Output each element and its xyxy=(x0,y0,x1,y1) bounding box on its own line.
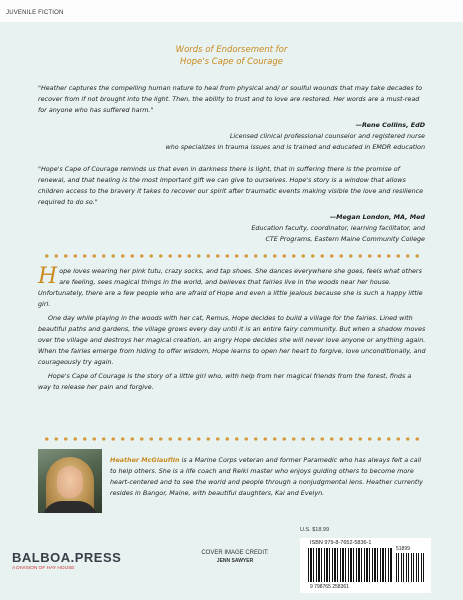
author-photo xyxy=(38,449,102,513)
price-supplement-code: 51899 xyxy=(396,546,410,552)
author-name: Heather McGlauflin xyxy=(110,456,180,464)
dotted-divider xyxy=(42,254,422,258)
endorser-credential: Education faculty, coordinator, learning facilitator, and xyxy=(251,224,425,232)
author-bio-text: is a Marine Corps veteran and former Paramedic who has always felt a call to help others. She is a life coach and Reiki master who enjoys guiding others to become more heart-centered and to see the world and people through a nonjudgmental lens. Heather currently resides in Bangor, Maine, with beautiful daughters, Kai and Evelyn. xyxy=(110,456,423,497)
supplement-barcode xyxy=(396,553,424,582)
barcode-digits: 9 798765 258361 xyxy=(310,584,349,590)
top-bar xyxy=(0,0,463,22)
cover-credit xyxy=(190,550,280,564)
endorsement-quote-1: "Heather captures the compelling human nature to heal from physical and/ or soulful wounds that may take decades to recover from if not brought into the light. Then, the ability to trust and to love are restored. Her words are a must-read for anyone who has suffered harm." xyxy=(38,84,423,114)
barcode xyxy=(308,548,392,582)
endorsements-title: Words of Endorsement for xyxy=(175,45,288,55)
author-face xyxy=(57,466,83,498)
synopsis xyxy=(38,266,426,396)
book-title: Hope's Cape of Courage xyxy=(180,57,283,67)
credit-name: JENN SAWYER xyxy=(216,558,254,564)
publisher-logo: BALBOA.PRESS xyxy=(12,550,122,565)
genre-label: JUVENILE FICTION xyxy=(6,10,64,16)
isbn-label: ISBN 979-8-7652-5836-1 xyxy=(310,540,372,546)
synopsis-paragraph: One day while playing in the woods with her cat, Remus, Hope decides to build a village for the fairies. Lined with beautiful paths and gardens, the village grows every day until it is an entire fairy community. But when a shadow moves over the village and destroys her magical creation, an angry Hope decides she will never love anyone or anything again. When the fairies emerge from hiding to offer wisdom, Hope learns to open her heart to forgive, love unconditionally, and courageously try again. xyxy=(38,314,426,366)
author-bio xyxy=(110,455,426,499)
drop-cap: H xyxy=(38,264,58,289)
endorser-credential: CTE Programs, Eastern Maine Community College xyxy=(265,235,425,243)
credit-label: COVER IMAGE CREDIT: xyxy=(201,550,269,556)
endorser-credential: Licensed clinical professional counselor and registered nurse xyxy=(229,132,425,140)
endorsement-quote-2: "Hope's Cape of Courage reminds us that even in darkness there is light, that in suffering there is the promise of renewal, and that healing is the most important gift we can give to ourselves. Hope's story is a window that allows children access to the bravery it takes to recover our spirit after traumatic events making visible the love and resilience required to do so." xyxy=(38,165,424,206)
endorser-name: —Megan London, MA, Med xyxy=(329,213,425,221)
synopsis-paragraph xyxy=(38,266,426,310)
synopsis-text: ope loves wearing her pink tutu, crazy socks, and tap shoes. She dances everywhere she goes, feels what others are feeling, sees magical things in the world, and believes that fairies live in the woods near her house. Unfortunately, there are a few people who are afraid of Hope and even a little jealous because she is such a happy little girl. xyxy=(38,267,423,308)
endorser-name: —Rene Collins, EdD xyxy=(355,121,425,129)
endorsement-signature-2 xyxy=(251,212,425,245)
endorsement-signature-1 xyxy=(166,120,426,153)
price-label: U.S. $18.99 xyxy=(300,527,330,533)
endorser-credential: who specializes in trauma issues and is trained and educated in EMDR education xyxy=(165,143,425,151)
dotted-divider xyxy=(42,437,422,441)
publisher-subtitle: A DIVISION OF HAY HOUSE xyxy=(12,566,75,571)
synopsis-paragraph: Hope's Cape of Courage is the story of a little girl who, with help from her magical friends from the forest, finds a way to release her pain and forgive. xyxy=(38,372,412,391)
